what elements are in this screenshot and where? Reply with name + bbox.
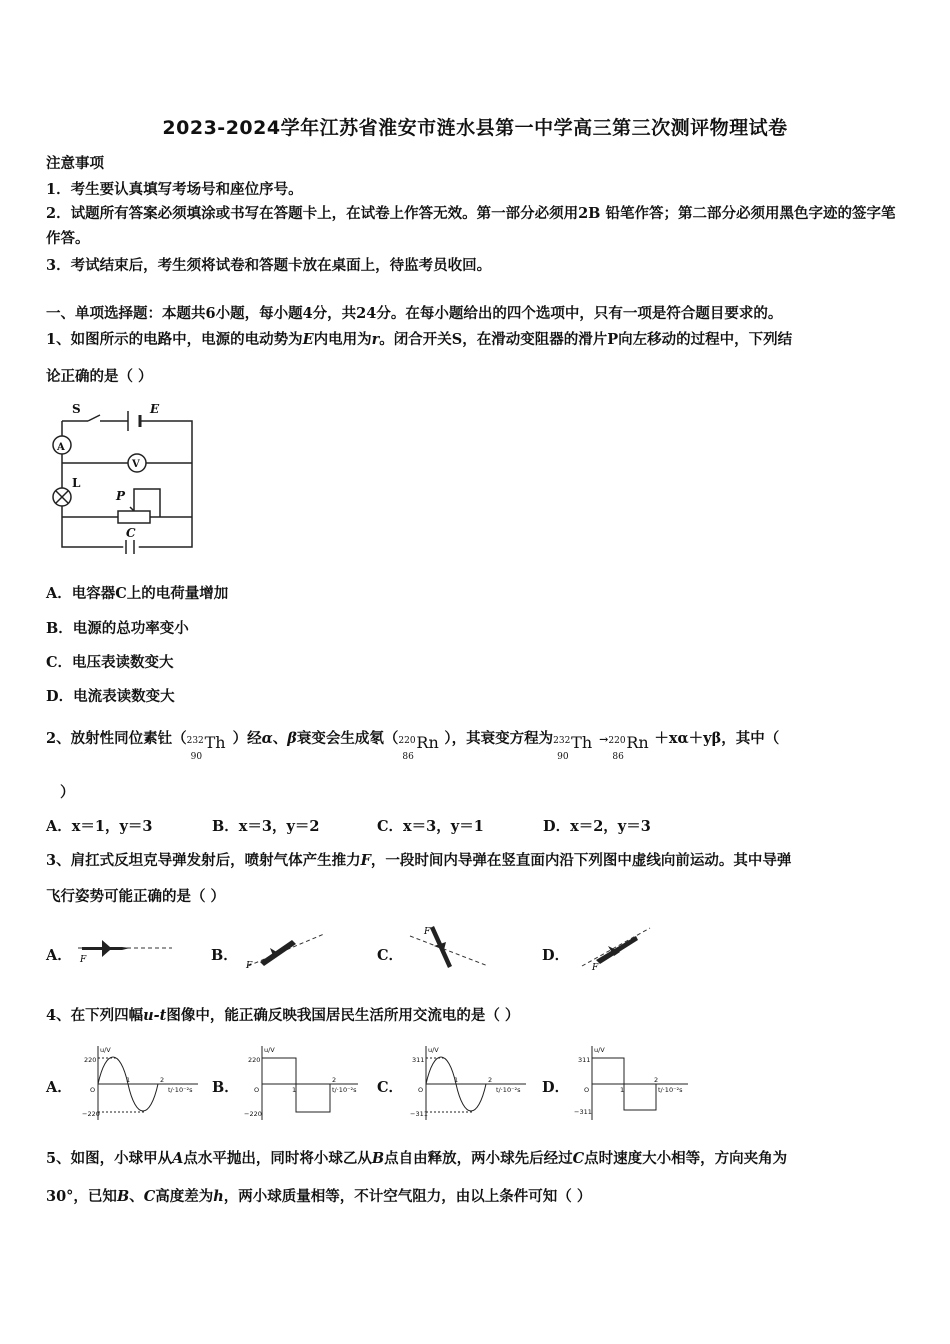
label-lamp: L: [72, 476, 81, 490]
tick-label: 2: [160, 1076, 165, 1084]
axis-label: u/V: [100, 1046, 111, 1054]
neg-label: −311: [410, 1110, 428, 1118]
section-heading: 一、单项选择题：本题共6小题，每小题4分，共24分。在每小题给出的四个选项中，只有一项是符合题目要求的。: [46, 305, 783, 322]
origin-label: O: [254, 1086, 260, 1094]
option-a[interactable]: A．: [46, 947, 72, 964]
t-axis-label: t/·10⁻²s: [496, 1086, 521, 1094]
axis-label: u/V: [264, 1046, 275, 1054]
label-emf: E: [150, 402, 160, 416]
option-a[interactable]: A．电容器C上的电荷量增加: [46, 585, 229, 602]
missile-figure-d: [576, 922, 656, 972]
peak-label: 220: [248, 1056, 261, 1064]
tick-label: 1: [620, 1086, 625, 1094]
t-axis-label: t/·10⁻²s: [168, 1086, 193, 1094]
notice-item: 3．考试结束后，考生须将试卷和答题卡放在桌面上，待监考员收回。: [46, 257, 492, 274]
peak-label: 311: [412, 1056, 425, 1064]
thorium-symbol: 232 90 Th: [186, 733, 226, 762]
missile-figure-c: [404, 922, 494, 972]
question-3-stem-cont: 飞行姿势可能正确的是（ ）: [46, 888, 226, 905]
notice-heading: 注意事项: [46, 155, 104, 172]
origin-label: O: [584, 1086, 590, 1094]
ut-graph-d: [570, 1040, 690, 1126]
neg-label: −220: [244, 1110, 262, 1118]
force-label: F: [80, 955, 87, 965]
peak-label: 311: [578, 1056, 591, 1064]
notice-item: 2．试题所有答案必须填涂或书写在答题卡上，在试卷上作答无效。第一部分必须用2B 铅笔作答；第二部分必须用黑色字迹的签字笔作答。: [46, 205, 896, 247]
label-slider: P: [116, 489, 126, 503]
option-a[interactable]: A．x＝1，y＝3: [46, 818, 153, 835]
question-2-close: ）: [60, 784, 75, 801]
option-c[interactable]: C．: [377, 1079, 404, 1096]
question-4-stem: 4、在下列四幅u-t图像中，能正确反映我国居民生活所用交流电的是（ ）: [46, 1007, 520, 1024]
option-d[interactable]: D．: [542, 947, 570, 964]
option-b[interactable]: B．: [211, 947, 238, 964]
option-c[interactable]: C．x＝3，y＝1: [377, 818, 484, 835]
tick-label: 2: [488, 1076, 493, 1084]
force-label: F: [592, 963, 599, 972]
radon-symbol: 220 86 Rn: [398, 733, 439, 762]
tick-label: 1: [126, 1076, 131, 1084]
neg-label: −311: [574, 1108, 592, 1116]
option-d[interactable]: D．电流表读数变大: [46, 688, 175, 705]
option-d[interactable]: D．: [542, 1079, 570, 1096]
tick-label: 1: [454, 1076, 459, 1084]
option-a[interactable]: A．: [46, 1079, 72, 1096]
axis-label: u/V: [428, 1046, 439, 1054]
t-axis-label: t/·10⁻²s: [332, 1086, 357, 1094]
label-capacitor: C: [126, 526, 136, 540]
option-b[interactable]: B．: [212, 1079, 239, 1096]
neg-label: −220: [82, 1110, 100, 1118]
question-1-stem: 1、如图所示的电路中，电源的电动势为E内电用为r。闭合开关S，在滑动变阻器的滑片P向左移动的过程中，下列结: [46, 331, 793, 348]
ammeter-icon: A: [57, 442, 65, 453]
force-label: F: [246, 961, 253, 971]
voltmeter-icon: V: [132, 459, 140, 470]
thorium-symbol: 232 90 Th: [553, 733, 593, 762]
question-2-stem: 2、放射性同位素钍（ 232 90 Th ）经α、β衰变会生成氡（ 220 86 Rn ），其衰变方程为 232 90 Th → 220 86 Rn ＋xα＋yβ，其中（: [46, 718, 779, 761]
force-label: F: [424, 927, 431, 937]
option-c[interactable]: C．电压表读数变大: [46, 654, 174, 671]
label-switch: S: [72, 402, 81, 416]
radon-symbol: 220 86 Rn: [608, 733, 649, 762]
origin-label: O: [90, 1086, 96, 1094]
axis-label: u/V: [594, 1046, 605, 1054]
ut-graph-a: [82, 1040, 202, 1126]
option-b[interactable]: B．x＝3，y＝2: [212, 818, 320, 835]
option-b[interactable]: B．电源的总功率变小: [46, 620, 189, 637]
origin-label: O: [418, 1086, 424, 1094]
question-5-stem-cont: 30°，已知B、C高度差为h，两小球质量相等，不计空气阻力，由以上条件可知（ ）: [46, 1188, 592, 1205]
option-d[interactable]: D．x＝2，y＝3: [543, 818, 651, 835]
circuit-diagram: [42, 395, 212, 560]
t-axis-label: t/·10⁻²s: [658, 1086, 683, 1094]
notice-item: 1．考生要认真填写考场号和座位序号。: [46, 181, 303, 198]
question-5-stem: 5、如图，小球甲从A点水平抛出，同时将小球乙从B点自由释放，两小球先后经过C点时速度大小相等，方向夹角为: [46, 1150, 788, 1167]
missile-figure-a: [74, 930, 174, 966]
tick-label: 1: [292, 1086, 297, 1094]
peak-label: 220: [84, 1056, 97, 1064]
page-title: 2023-2024学年江苏省淮安市涟水县第一中学高三第三次测评物理试卷: [162, 117, 788, 139]
tick-label: 2: [654, 1076, 659, 1084]
question-1-stem-cont: 论正确的是（ ）: [46, 368, 153, 385]
ut-graph-b: [240, 1040, 360, 1126]
question-3-stem: 3、肩扛式反坦克导弹发射后，喷射气体产生推力F，一段时间内导弹在竖直面内沿下列图中虚线向前运动。其中导弹: [46, 852, 792, 869]
tick-label: 2: [332, 1076, 337, 1084]
missile-figure-b: [240, 922, 330, 972]
ut-graph-c: [410, 1040, 530, 1126]
option-c[interactable]: C．: [377, 947, 404, 964]
